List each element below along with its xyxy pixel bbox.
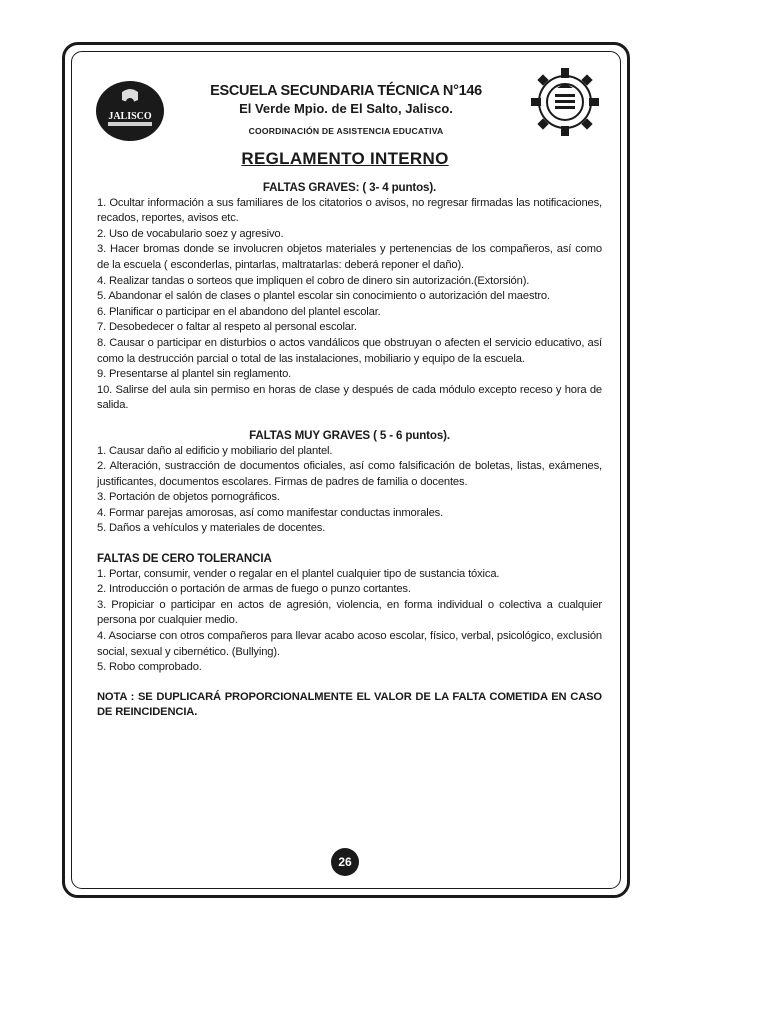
list-item: 5. Robo comprobado. (97, 661, 202, 674)
section-spacer (97, 414, 602, 428)
section-spacer (97, 537, 602, 551)
list-item: 3. Portación de objetos pornográficos. (97, 491, 280, 504)
list-item: 1. Causar daño al edificio y mobiliario del plantel. (97, 444, 333, 457)
list-item: 6. Planificar o participar en el abandono del plantel escolar. (97, 305, 381, 318)
list-item: 5. Daños a vehículos y materiales de docentes. (97, 522, 326, 535)
jalisco-logo-text: JALISCO (108, 111, 152, 122)
list-item: 7. Desobedecer o faltar al respeto al personal escolar. (97, 321, 357, 334)
coordination-label: COORDINACIÓN DE ASISTENCIA EDUCATIVA (248, 126, 444, 136)
regulation-body (97, 180, 602, 721)
school-gear-emblem-icon (527, 64, 603, 140)
page-title: REGLAMENTO INTERNO (241, 149, 449, 168)
school-name: ESCUELA SECUNDARIA TÉCNICA N°146 (210, 83, 482, 99)
list-item: 8. Causar o participar en disturbios o actos vandálicos que obstruyan o afecten el servicio educativo, así como la destrucción parcial o total de las instalaciones, mobiliario y equipo de la escuela. (97, 336, 602, 365)
list-item: 1. Ocultar información a sus familiares de los citatorios o avisos, no regresar firmadas las notificaciones, recados, reportes, avisos etc. (97, 196, 602, 225)
list-item: 3. Propiciar o participar en actos de agresión, violencia, en forma individual o colectiva a cualquier persona por cualquier medio. (97, 598, 602, 627)
list-item: 5. Abandonar el salón de clases o plantel escolar sin conocimiento o autorización del maestro. (97, 290, 550, 303)
list-item: 9. Presentarse al plantel sin reglamento. (97, 368, 292, 381)
list-item: 3. Hacer bromas donde se involucren objetos materiales y pertenencias de los compañeros, así como de la escuela ( esconderlas, pintarlas, maltratarlas: deberá reponer el daño). (97, 243, 602, 271)
section-spacer (97, 676, 602, 690)
list-item: 4. Asociarse con otros compañeros para llevar acabo acoso escolar, físico, verbal, psicológico, exclusión social, sexual y cibernético. (Bullying). (97, 630, 602, 658)
list-item: 2. Alteración, sustracción de documentos oficiales, así como falsificación de boletas, listas, exámenes, justificantes, documentos escolares. Firmas de padres de familia o docentes. (97, 460, 602, 488)
page-number: 26 (331, 848, 359, 876)
section-heading-cero-tolerancia: FALTAS DE CERO TOLERANCIA (97, 552, 272, 566)
list-item: 4. Realizar tandas o sorteos que impliquen el cobro de dinero sin autorización.(Extorsión). (97, 274, 530, 287)
section-heading-graves: FALTAS GRAVES: ( 3- 4 puntos). (262, 181, 437, 194)
jalisco-logo (94, 78, 166, 142)
list-item: 2. Introducción o portación de armas de fuego o punzo cortantes. (97, 583, 411, 596)
list-item: 4. Formar parejas amorosas, así como manifestar conductas inmorales. (97, 506, 444, 519)
list-item: 10. Salirse del aula sin permiso en horas de clase y después de cada módulo excepto receso y hora de salida. (97, 383, 602, 412)
section-heading-muy-graves: FALTAS MUY GRAVES ( 5 - 6 puntos). (249, 428, 450, 442)
list-item: 2. Uso de vocabulario soez y agresivo. (97, 227, 284, 240)
list-item: 1. Portar, consumir, vender o regalar en el plantel cualquier tipo de sustancia tóxica. (97, 567, 500, 580)
school-location: El Verde Mpio. de El Salto, Jalisco. (239, 101, 453, 116)
nota-text: NOTA : SE DUPLICARÁ PROPORCIONALMENTE EL VALOR DE LA FALTA COMETIDA EN CASO DE REINCIDENCIA. (97, 690, 602, 719)
